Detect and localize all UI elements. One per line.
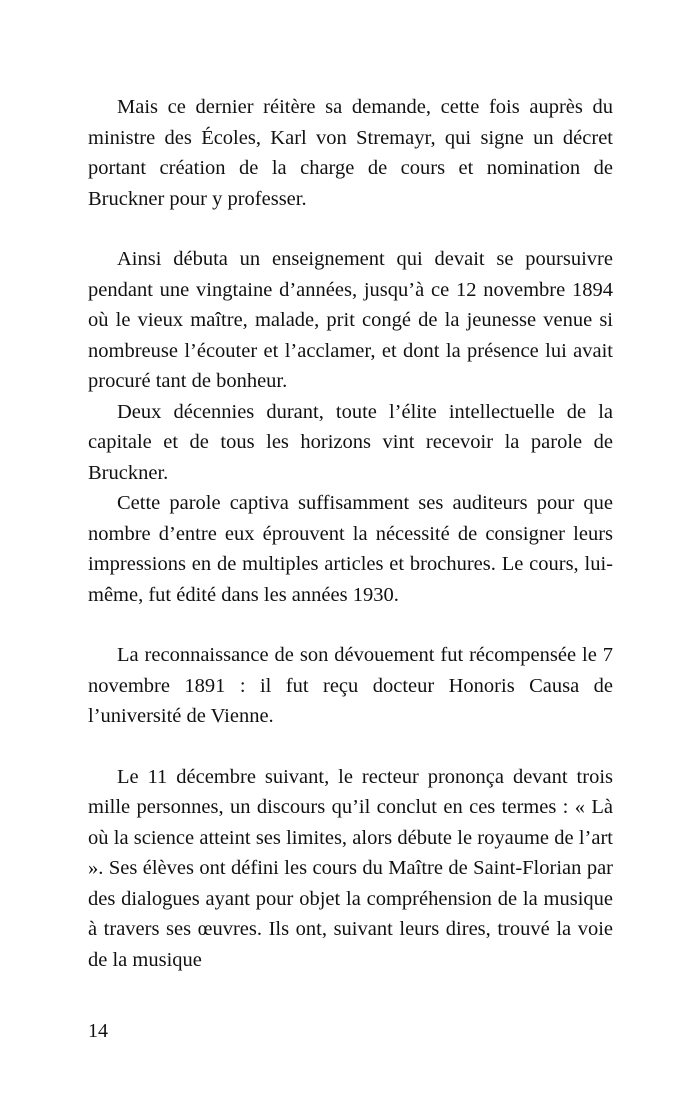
paragraph: Le 11 décembre suivant, le recteur prononça devant trois mille personnes, un discours qu’il conclut en ces termes : « Là où la science atteint ses limites, alors débute le royaume de l’art ». Ses élèves ont défini les cours du Maître de Saint-Florian par des dialogues ayant pour objet la compréhension de la musique à travers ses œuvres. Ils ont, suivant leurs dires, trouvé la voie de la musique xyxy=(88,765,613,971)
paragraph: Cette parole captiva suffisamment ses auditeurs pour que nombre d’entre eux éprouvent la nécessité de consigner leurs impressions en de multiples articles et brochures. Le cours, lui-même, fut édité dans les années 1930. xyxy=(88,492,613,606)
paragraph: Ainsi débuta un enseignement qui devait se poursuivre pendant une vingtaine d’années, jusqu’à ce 12 novembre 1894 où le vieux maître, malade, prit congé de la jeunesse venue si nombreuse l’écouter et l’acclamer, et dont la présence lui avait procuré tant de bonheur. xyxy=(88,248,613,392)
page-number: 14 xyxy=(88,1020,108,1042)
paragraph: Deux décennies durant, toute l’élite intellectuelle de la capitale et de tous les horizons vint recevoir la parole de Bruckner. xyxy=(88,400,613,484)
paragraph: Mais ce dernier réitère sa demande, cette fois auprès du ministre des Écoles, Karl von Stremayr, qui signe un décret portant création de la charge de cours et nomination de Bruckner pour y professer. xyxy=(88,96,613,210)
page-body xyxy=(88,92,613,975)
paragraph: La reconnaissance de son dévouement fut récompensée le 7 novembre 1891 : il fut reçu docteur Honoris Causa de l’université de Vienne. xyxy=(88,644,613,727)
